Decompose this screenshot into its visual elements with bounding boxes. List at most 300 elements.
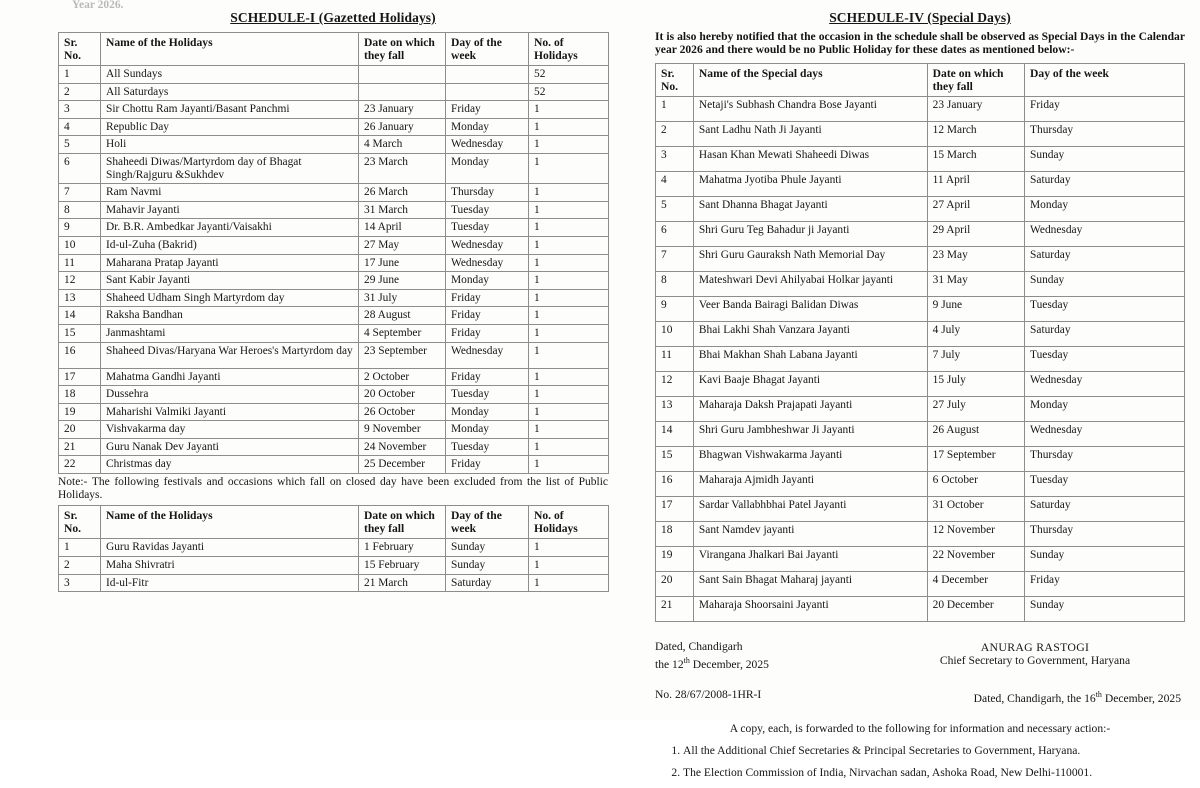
cell-count: 1 [529, 421, 609, 439]
cell-date: 4 July [927, 321, 1024, 346]
cell-date [359, 83, 446, 101]
cell-name: Id-ul-Fitr [101, 574, 359, 592]
table-row [656, 146, 1185, 171]
table-row [656, 421, 1185, 446]
cell-name: Mahatma Jyotiba Phule Jayanti [693, 171, 927, 196]
table-row [59, 66, 609, 84]
col-name: Name of the Special days [693, 63, 927, 96]
cell-count: 1 [529, 342, 609, 368]
cell-name: Guru Ravidas Jayanti [101, 539, 359, 557]
cell-sr-no: 17 [656, 496, 694, 521]
cell-sr-no: 6 [656, 221, 694, 246]
table-row [656, 396, 1185, 421]
cell-date: 4 December [927, 571, 1024, 596]
cell-day: Friday [1025, 96, 1185, 121]
cell-date: 29 April [927, 221, 1024, 246]
cell-name: Shri Guru Teg Bahadur ji Jayanti [693, 221, 927, 246]
cell-name: Bhagwan Vishwakarma Jayanti [693, 446, 927, 471]
cell-day: Wednesday [446, 136, 529, 154]
cell-name: Maharaja Daksh Prajapati Jayanti [693, 396, 927, 421]
cell-day: Monday [446, 153, 529, 183]
cell-name: Sant Namdev jayanti [693, 521, 927, 546]
cell-date: 24 November [359, 438, 446, 456]
cell-sr-no: 11 [59, 254, 101, 272]
table-row [656, 546, 1185, 571]
table-row [656, 271, 1185, 296]
table-header-row [59, 33, 609, 66]
cell-sr-no: 14 [59, 307, 101, 325]
cell-sr-no: 13 [656, 396, 694, 421]
cell-sr-no: 13 [59, 289, 101, 307]
cell-name: Virangana Jhalkari Bai Jayanti [693, 546, 927, 571]
table-row [59, 421, 609, 439]
cell-day: Sunday [1025, 146, 1185, 171]
cell-date: 1 February [359, 539, 446, 557]
table-row [59, 324, 609, 342]
cell-sr-no: 1 [59, 539, 101, 557]
cell-day: Tuesday [1025, 346, 1185, 371]
table-row [59, 201, 609, 219]
table-row [656, 121, 1185, 146]
cell-name: Raksha Bandhan [101, 307, 359, 325]
table-row [59, 101, 609, 119]
table-row [59, 307, 609, 325]
cell-sr-no: 14 [656, 421, 694, 446]
signatory-block [885, 640, 1185, 668]
cell-day: Friday [446, 324, 529, 342]
cell-day: Monday [1025, 396, 1185, 421]
cell-day: Monday [446, 403, 529, 421]
table-header-row [59, 506, 609, 539]
col-day: Day of the week [1025, 63, 1185, 96]
cell-day: Wednesday [1025, 221, 1185, 246]
cell-sr-no: 20 [656, 571, 694, 596]
cell-sr-no: 2 [59, 83, 101, 101]
cell-date: 6 October [927, 471, 1024, 496]
cell-count: 1 [529, 438, 609, 456]
cell-name: Veer Banda Bairagi Balidan Diwas [693, 296, 927, 321]
cell-day: Wednesday [446, 236, 529, 254]
cell-sr-no: 19 [656, 546, 694, 571]
cell-sr-no: 2 [656, 121, 694, 146]
table-row [59, 574, 609, 592]
table-row [59, 386, 609, 404]
cell-name: Bhai Lakhi Shah Vanzara Jayanti [693, 321, 927, 346]
cell-sr-no: 5 [656, 196, 694, 221]
col-sr-no: Sr. No. [59, 506, 101, 539]
cell-name: Dr. B.R. Ambedkar Jayanti/Vaisakhi [101, 219, 359, 237]
table-row [656, 521, 1185, 546]
cell-count: 1 [529, 236, 609, 254]
cell-count: 1 [529, 272, 609, 290]
cell-sr-no: 9 [59, 219, 101, 237]
cell-count: 1 [529, 101, 609, 119]
cell-name: Republic Day [101, 118, 359, 136]
cell-name: Vishvakarma day [101, 421, 359, 439]
cell-sr-no: 1 [59, 66, 101, 84]
cell-day [446, 83, 529, 101]
cell-day: Saturday [446, 574, 529, 592]
table-row [59, 272, 609, 290]
cell-name: Guru Nanak Dev Jayanti [101, 438, 359, 456]
table-row [59, 456, 609, 474]
cell-date: 4 March [359, 136, 446, 154]
cell-date: 27 May [359, 236, 446, 254]
table-row [59, 557, 609, 575]
cell-count: 1 [529, 574, 609, 592]
table-row [59, 83, 609, 101]
cell-count: 1 [529, 324, 609, 342]
cell-day: Saturday [1025, 321, 1185, 346]
dated-place: Dated, Chandigarh [655, 639, 743, 653]
cell-name: Maharaja Shoorsaini Jayanti [693, 596, 927, 621]
cell-name: Ram Navmi [101, 184, 359, 202]
cell-day: Friday [446, 101, 529, 119]
cell-name: Maharaja Ajmidh Jayanti [693, 471, 927, 496]
cell-name: Maharishi Valmiki Jayanti [101, 403, 359, 421]
table-row [59, 438, 609, 456]
col-count: No. of Holidays [529, 33, 609, 66]
col-sr-no: Sr. No. [59, 33, 101, 66]
cell-day: Tuesday [446, 438, 529, 456]
cell-day: Monday [446, 272, 529, 290]
cell-sr-no: 2 [59, 557, 101, 575]
signatory-designation: Chief Secretary to Government, Haryana [939, 653, 1131, 667]
cell-count: 1 [529, 456, 609, 474]
dated-date: the 12th December, 2025 [655, 655, 769, 671]
cell-name: Shaheedi Diwas/Martyrdom day of Bhagat Singh/Rajguru &Sukhdev [101, 153, 359, 183]
table-row [59, 118, 609, 136]
col-date: Date on which they fall [359, 33, 446, 66]
cell-sr-no: 18 [656, 521, 694, 546]
cell-date: 14 April [359, 219, 446, 237]
cell-date: 31 October [927, 496, 1024, 521]
cell-date: 17 June [359, 254, 446, 272]
cell-date: 28 August [359, 307, 446, 325]
right-spacer [669, 0, 1185, 9]
cell-day: Tuesday [446, 201, 529, 219]
cell-date: 26 August [927, 421, 1024, 446]
col-date: Date on which they fall [927, 63, 1024, 96]
cell-sr-no: 6 [59, 153, 101, 183]
note-text: The following festivals and occasions which fall on closed day have been excluded from the list of Public Holidays. [58, 476, 608, 502]
table-row [656, 296, 1185, 321]
cell-day: Sunday [446, 539, 529, 557]
cell-date: 31 March [359, 201, 446, 219]
cell-count: 1 [529, 201, 609, 219]
cell-day: Wednesday [1025, 371, 1185, 396]
cell-name: Sant Ladhu Nath Ji Jayanti [693, 121, 927, 146]
cell-date: 23 January [359, 101, 446, 119]
cell-day: Monday [1025, 196, 1185, 221]
cell-name: Shaheed Udham Singh Martyrdom day [101, 289, 359, 307]
cell-day: Monday [446, 421, 529, 439]
cell-date: 17 September [927, 446, 1024, 471]
schedule1-table [58, 32, 609, 474]
ordinal-suffix: th [683, 655, 690, 665]
signature-block [655, 640, 1185, 672]
schedule1-body [59, 66, 609, 474]
cell-day: Wednesday [446, 342, 529, 368]
cell-date: 27 April [927, 196, 1024, 221]
list-item: 2. The Election Commission of India, Nirvachan sadan, Ashoka Road, New Delhi-110001. [683, 766, 1185, 780]
cell-sr-no: 18 [59, 386, 101, 404]
memo-block [655, 688, 1185, 706]
cell-count: 1 [529, 557, 609, 575]
cell-name: Mahavir Jayanti [101, 201, 359, 219]
table-row [59, 342, 609, 368]
memo-date: Dated, Chandigarh, the 16th December, 2025 [973, 689, 1181, 705]
cell-count: 1 [529, 254, 609, 272]
cell-name: Janmashtami [101, 324, 359, 342]
cell-count: 1 [529, 118, 609, 136]
memo-number: No. 28/67/2008-1HR-I [655, 687, 762, 701]
cell-name: Sardar Vallabhbhai Patel Jayanti [693, 496, 927, 521]
cell-sr-no: 9 [656, 296, 694, 321]
cell-name: Shaheed Divas/Haryana War Heroes's Martyrdom day [101, 342, 359, 368]
cell-day: Friday [446, 368, 529, 386]
cell-day: Saturday [1025, 171, 1185, 196]
cell-date: 31 July [359, 289, 446, 307]
table-row [656, 496, 1185, 521]
excluded-holidays-table [58, 505, 609, 592]
distribution-list [655, 744, 1185, 780]
cell-date: 20 October [359, 386, 446, 404]
cell-date: 2 October [359, 368, 446, 386]
cell-name: Id-ul-Zuha (Bakrid) [101, 236, 359, 254]
document-footer [655, 640, 1185, 780]
table-row [59, 539, 609, 557]
cell-sr-no: 3 [59, 101, 101, 119]
col-day: Day of the week [446, 506, 529, 539]
cell-name: Maharana Pratap Jayanti [101, 254, 359, 272]
cell-sr-no: 3 [656, 146, 694, 171]
cell-sr-no: 11 [656, 346, 694, 371]
table-row [656, 346, 1185, 371]
cell-name: Kavi Baaje Bhagat Jayanti [693, 371, 927, 396]
col-name: Name of the Holidays [101, 33, 359, 66]
exclusion-note [58, 476, 608, 502]
cell-sr-no: 1 [656, 96, 694, 121]
note-label: Note:- [58, 476, 88, 489]
table-row [59, 289, 609, 307]
table-row [59, 136, 609, 154]
cell-name: Christmas day [101, 456, 359, 474]
signatory-name: ANURAG RASTOGI [980, 639, 1090, 654]
cell-day: Wednesday [446, 254, 529, 272]
cell-day: Sunday [1025, 596, 1185, 621]
cell-sr-no: 4 [59, 118, 101, 136]
top-cut-text: Year 2026. [72, 0, 124, 9]
table-row [59, 219, 609, 237]
cell-date: 12 March [927, 121, 1024, 146]
cell-count: 1 [529, 289, 609, 307]
cell-name: Maha Shivratri [101, 557, 359, 575]
right-column [655, 0, 1185, 788]
cell-sr-no: 5 [59, 136, 101, 154]
col-count: No. of Holidays [529, 506, 609, 539]
cell-day: Wednesday [1025, 421, 1185, 446]
cell-name: Bhai Makhan Shah Labana Jayanti [693, 346, 927, 371]
cell-day: Thursday [1025, 121, 1185, 146]
cell-day: Friday [446, 289, 529, 307]
cell-date: 25 December [359, 456, 446, 474]
cell-count: 52 [529, 66, 609, 84]
schedule4-intro: It is also hereby notified that the occasion in the schedule shall be observed as Special Days in the Calendar year 2026 and there would be no Public Holiday for these dates as mentioned below:- [655, 30, 1185, 57]
table-row [59, 254, 609, 272]
table-row [656, 196, 1185, 221]
cell-day: Thursday [1025, 521, 1185, 546]
col-sr-no: Sr. No. [656, 63, 694, 96]
cell-sr-no: 15 [59, 324, 101, 342]
cell-name: All Sundays [101, 66, 359, 84]
cell-count: 1 [529, 539, 609, 557]
cell-sr-no: 12 [656, 371, 694, 396]
cell-sr-no: 3 [59, 574, 101, 592]
cell-date: 22 November [927, 546, 1024, 571]
cell-date: 15 February [359, 557, 446, 575]
cell-name: Netaji's Subhash Chandra Bose Jayanti [693, 96, 927, 121]
schedule4-body [656, 96, 1185, 621]
cell-name: Sant Kabir Jayanti [101, 272, 359, 290]
cell-count: 1 [529, 153, 609, 183]
cell-date: 11 April [927, 171, 1024, 196]
cell-day: Tuesday [446, 386, 529, 404]
cell-sr-no: 16 [59, 342, 101, 368]
cell-name: Sant Dhanna Bhagat Jayanti [693, 196, 927, 221]
cell-name: Dussehra [101, 386, 359, 404]
list-item: 1. All the Additional Chief Secretaries & Principal Secretaries to Government, Haryana. [683, 744, 1185, 758]
cell-sr-no: 4 [656, 171, 694, 196]
col-day: Day of the week [446, 33, 529, 66]
table-row [59, 236, 609, 254]
cell-day: Tuesday [446, 219, 529, 237]
col-date: Date on which they fall [359, 506, 446, 539]
cell-sr-no: 10 [656, 321, 694, 346]
cell-count: 1 [529, 307, 609, 325]
cell-day: Sunday [1025, 271, 1185, 296]
cell-day: Friday [1025, 571, 1185, 596]
cell-sr-no: 10 [59, 236, 101, 254]
table-row [59, 184, 609, 202]
cell-name: Sir Chottu Ram Jayanti/Basant Panchmi [101, 101, 359, 119]
table-row [656, 371, 1185, 396]
cell-name: Hasan Khan Mewati Shaheedi Diwas [693, 146, 927, 171]
cell-date: 4 September [359, 324, 446, 342]
cell-day: Saturday [1025, 246, 1185, 271]
cell-count: 1 [529, 368, 609, 386]
cell-date: 21 March [359, 574, 446, 592]
cell-date: 20 December [927, 596, 1024, 621]
table-row [656, 321, 1185, 346]
cell-sr-no: 7 [59, 184, 101, 202]
cell-day: Sunday [446, 557, 529, 575]
ordinal-suffix: th [1095, 689, 1102, 699]
cell-count: 1 [529, 403, 609, 421]
cell-day: Friday [446, 307, 529, 325]
cell-sr-no: 20 [59, 421, 101, 439]
table-header-row [656, 63, 1185, 96]
schedule4-table [655, 63, 1185, 622]
cell-count: 1 [529, 386, 609, 404]
cell-sr-no: 7 [656, 246, 694, 271]
table-row [656, 96, 1185, 121]
table-row [656, 246, 1185, 271]
table-row [59, 403, 609, 421]
cell-sr-no: 17 [59, 368, 101, 386]
cell-day: Monday [446, 118, 529, 136]
cell-count: 1 [529, 219, 609, 237]
cell-count: 1 [529, 184, 609, 202]
left-column [58, 0, 608, 592]
cell-name: Holi [101, 136, 359, 154]
cell-day: Thursday [1025, 446, 1185, 471]
cell-date [359, 66, 446, 84]
cell-sr-no: 21 [656, 596, 694, 621]
copy-forwarded-line: A copy, each, is forwarded to the following for information and necessary action:- [729, 721, 1111, 735]
table-row [656, 596, 1185, 621]
cell-count: 52 [529, 83, 609, 101]
cell-day: Tuesday [1025, 471, 1185, 496]
cell-name: Shri Guru Jambheshwar Ji Jayanti [693, 421, 927, 446]
cell-day: Saturday [1025, 496, 1185, 521]
col-name: Name of the Holidays [101, 506, 359, 539]
cell-date: 31 May [927, 271, 1024, 296]
cell-name: Mateshwari Devi Ahilyabai Holkar jayanti [693, 271, 927, 296]
cell-date: 15 March [927, 146, 1024, 171]
cell-date: 9 June [927, 296, 1024, 321]
cell-day: Thursday [446, 184, 529, 202]
table-row [59, 368, 609, 386]
cell-sr-no: 21 [59, 438, 101, 456]
cell-sr-no: 8 [656, 271, 694, 296]
dated-block [655, 640, 855, 672]
cell-date: 7 July [927, 346, 1024, 371]
cell-name: Mahatma Gandhi Jayanti [101, 368, 359, 386]
cell-day [446, 66, 529, 84]
schedule1-title: SCHEDULE-I (Gazetted Holidays) [230, 10, 436, 25]
cell-name: Shri Guru Gauraksh Nath Memorial Day [693, 246, 927, 271]
cell-date: 12 November [927, 521, 1024, 546]
cell-date: 23 March [359, 153, 446, 183]
cell-date: 15 July [927, 371, 1024, 396]
cell-date: 26 October [359, 403, 446, 421]
table-row [59, 153, 609, 183]
cell-day: Sunday [1025, 546, 1185, 571]
cell-name: Sant Sain Bhagat Maharaj jayanti [693, 571, 927, 596]
cell-day: Friday [446, 456, 529, 474]
cell-name: All Saturdays [101, 83, 359, 101]
cell-date: 23 January [927, 96, 1024, 121]
cell-date: 26 January [359, 118, 446, 136]
cell-date: 27 July [927, 396, 1024, 421]
cell-date: 23 September [359, 342, 446, 368]
table-row [656, 221, 1185, 246]
cell-sr-no: 16 [656, 471, 694, 496]
table-row [656, 171, 1185, 196]
cell-sr-no: 22 [59, 456, 101, 474]
table-row [656, 446, 1185, 471]
excluded-holidays-body [59, 539, 609, 592]
table-row [656, 571, 1185, 596]
schedule4-title: SCHEDULE-IV (Special Days) [829, 10, 1011, 25]
cell-sr-no: 8 [59, 201, 101, 219]
cell-sr-no: 15 [656, 446, 694, 471]
cell-date: 26 March [359, 184, 446, 202]
cell-count: 1 [529, 136, 609, 154]
cell-date: 9 November [359, 421, 446, 439]
cell-sr-no: 12 [59, 272, 101, 290]
